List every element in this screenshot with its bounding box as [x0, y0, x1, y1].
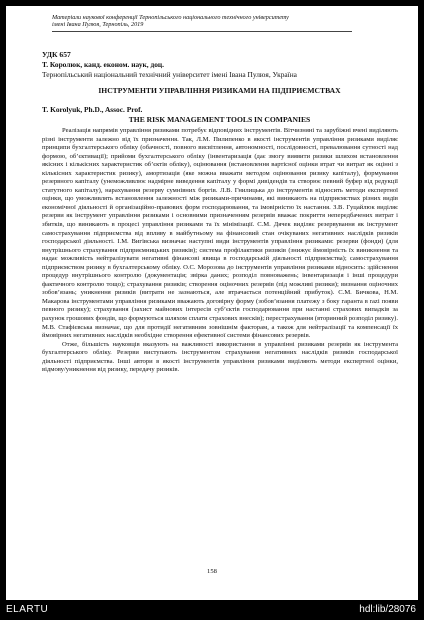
document-page [6, 6, 418, 600]
repository-name: ELARTU [6, 604, 49, 615]
institution-ua: Тернопільський національний технічний університет імені Івана Пулюя, Україна [42, 70, 297, 79]
title-ua: ІНСТРУМЕНТИ УПРАВЛІННЯ РИЗИКАМИ НА ПІДПРИЄМСТВАХ [98, 86, 341, 95]
conference-header [52, 14, 352, 32]
handle-identifier: hdl:lib/28076 [359, 604, 416, 615]
article-body [42, 127, 398, 375]
repository-footer [0, 600, 424, 620]
author-ua: Т. Королюк, канд. економ. наук, доц. [42, 60, 165, 69]
udk-code: УДК 657 [42, 50, 71, 59]
paragraph: Отже, більшість науковців вказують на важливості використання в управлінні ризиками резервів як інструмента бухгалтерського обліку. Резерви виступають інструментом страхування негативних наслідків ризиків господарської діяльності підприємства. Інші автори в якості інструментів управління ризиками виділяють методи експертної оцінки, відмову/уникнення від ризику, передачу ризиків. [42, 340, 398, 374]
header-line-1: Матеріали наукової конференції Тернопільського національного технічного університету [52, 14, 289, 21]
header-line-2: імені Івана Пулюя, Тернопіль, 2019 [52, 21, 144, 29]
paragraph: Реалізація напрямів управління ризиками потребує відповідних інструментів. Вітчизняні та зарубіжні вчені виділяють різні інструменти залежно від їх призначення. Так, Л.М. Пилипенко в якості інструментів управління ризиками виділяє принципи бухгалтерського обліку (обачності, повного висвітлення, автономності, послідовності, превалювання сутності над формою, об’єктивації); прийоми бухгалтерського обліку (інвентаризація (дає змогу виявити ризики шляхом встановлення якісних і кількісних характеристик об’єктів обліку), оцінювання (встановлення вартісної оцінки втрат чи витрат як оцінні з кількісних характеристик ризику), амортизація (яке можна вважати методом оцінювання ризику капіталу), формування резервного капіталу (унеможливлює надмірне виведення капіталу у формі дивідендів та створює певний буфер від редукції статутного капіталу), нарахування резерву сумнівних боргів. Л.В. Гнилицька до інструментів відносить методи експертної оцінки, що уможливлять встановлення залежності між ризиками-причинами, які виникають на підприємствах різних видів економічної діяльності й організаційно-правових форм господарювання, та імовірністю їх настання. З.В. Гуцайлюк виділяє резерви як інструмент управління ризиками і основними призначенням резервів вважає покриття непередбачених витрат і збитків, що виникають в процесі управління ризиками та їх мінімізації. С.М. Дячек виділяє резервування як інструмент самострахування підприємства від впливу в майбутньому на фінансовий стан очікуваних негативних наслідків ризиків господарської діяльності. І.М. Вигівська визначає наступні види інструментів управління ризиками: резерви (фонди) (для внутрішнього страхування підприємницьких ризиків); система профілактики ризиків (знижує ймовірність їх виникнення та надає можливість нейтралізувати негативні фінансові явища в господарській діяльності підприємства); самострахування підприємством ризику в бухгалтерському обліку. О.С. Морозова до інструментів управління ризиками відносить: здійснення процедур внутрішнього контролю (документація; звірка даних; розподіл повноважень; інвентаризація і інші процедури фактичного контролю тощо); страхування ризиків; створення оціночних резервів (під можливі ризики); визнання оціночних зобов’язань; уникнення ризиків (витрати не зазнаються, але втрачається потенційний прибуток). С.М. Бичкова, Н.М. Макарова інструментами управління ризиками вважають договірну форму (зобов’язання платежу з боку гаранта в razi появи певного ризику); страхування (захист майнових інтересів суб’єктів господарювання при настанні страхових випадків за рахунок грошових фондів, що формуються шляхом сплати страхових внесків); перестрахування (вторинний розподіл ризику). М.В. Стафієвська визначає, що для протидії негативним зовнішнім факторам, а також для нейтралізації та компенсації їх ймовірних негативних наслідків необхідне створення ефективної системи фінансових резервів. [42, 127, 398, 340]
page-number: 158 [207, 568, 217, 575]
author-en: T. Korolyuk, Ph.D., Assoc. Prof. [42, 105, 143, 114]
title-en: THE RISK MANAGEMENT TOOLS IN COMPANIES [128, 115, 311, 124]
